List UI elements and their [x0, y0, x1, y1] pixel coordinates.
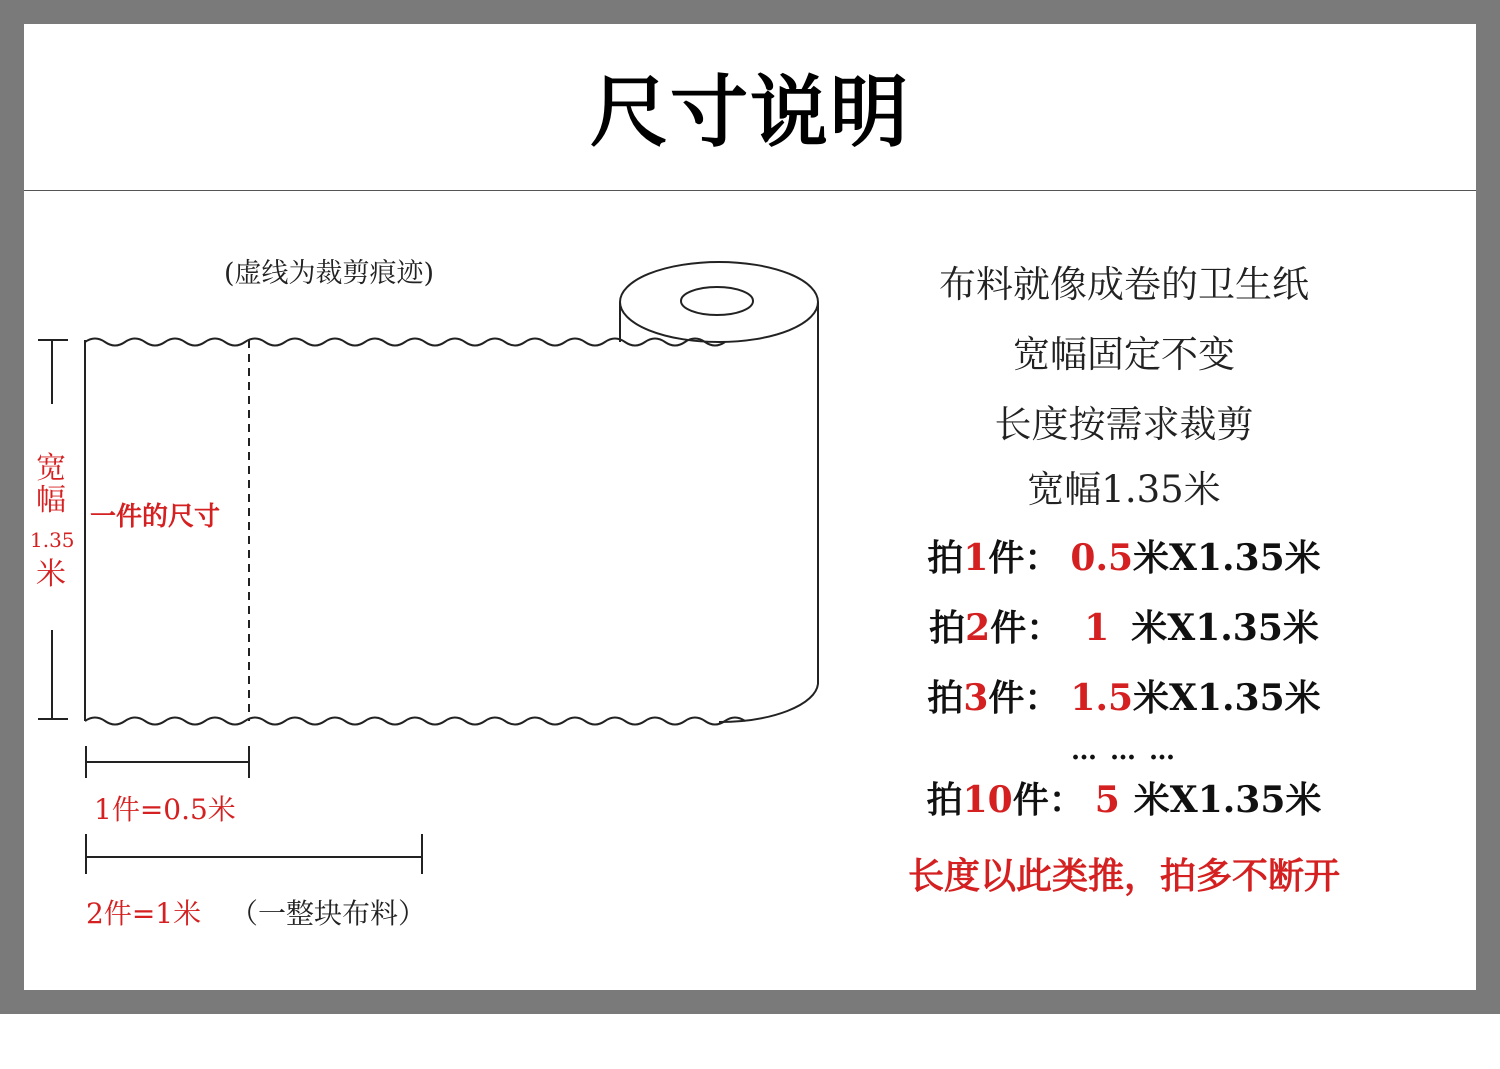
measure-two-pieces-note: （一整块布料）: [230, 897, 427, 930]
pricing-suffix: 件：: [1012, 779, 1085, 821]
pricing-qty: 10: [962, 779, 1013, 821]
pricing-rest: 米X1.35米: [1133, 779, 1322, 821]
pricing-prefix: 拍: [929, 607, 966, 649]
width-label-unit: 米: [36, 557, 66, 592]
pricing-prefix: 拍: [927, 677, 964, 719]
info-line-3: 长度按需求裁剪: [994, 403, 1254, 446]
pricing-rest: 米X1.35米: [1133, 677, 1321, 719]
piece-size-label: 一件的尺寸: [90, 502, 221, 532]
pricing-length: 0.5: [1070, 537, 1134, 579]
pricing-length: 1.5: [1070, 677, 1134, 719]
pricing-length: 1: [1084, 607, 1110, 649]
measure-one-piece: 1件=0.5米: [94, 793, 236, 826]
pricing-prefix: 拍: [927, 537, 964, 579]
info-line-1: 布料就像成卷的卫生纸: [939, 263, 1309, 306]
measure-two-pieces-value: 2件=1米: [86, 897, 202, 930]
pricing-prefix: 拍: [926, 779, 963, 821]
width-label-char-2: 幅: [36, 483, 66, 518]
pricing-suffix: 件：: [990, 607, 1063, 649]
pricing-qty: 3: [963, 677, 989, 719]
width-label-char-1: 宽: [36, 451, 66, 486]
pricing-row: [864, 537, 1384, 579]
info-line-2: 宽幅固定不变: [1013, 333, 1235, 376]
pricing-row-last: [864, 779, 1384, 821]
pricing-row: [864, 607, 1384, 649]
cut-line-note: (虚线为裁剪痕迹): [224, 258, 435, 289]
measure-two-pieces: [86, 892, 426, 932]
length-dimension-2: [86, 834, 422, 874]
pricing-suffix: 件：: [988, 677, 1061, 719]
pricing-row: [864, 677, 1384, 719]
page-title: 尺寸说明: [589, 68, 910, 158]
pricing-rest: 米X1.35米: [1133, 537, 1321, 579]
pricing-qty: 2: [965, 607, 991, 649]
width-label-value: 1.35: [30, 528, 75, 552]
pricing-rest: 米X1.35米: [1131, 607, 1319, 649]
roll-cylinder: [620, 262, 818, 722]
length-dimension-1: [86, 746, 249, 778]
pricing-length: 5: [1094, 779, 1120, 821]
content-panel: [24, 24, 1476, 990]
info-line-4: 宽幅1.35米: [1027, 468, 1221, 511]
pricing-ellipsis: … … …: [1070, 736, 1178, 766]
pricing-suffix: 件：: [988, 537, 1061, 579]
pricing-qty: 1: [963, 537, 989, 579]
footer-note: 长度以此类推，拍多不断开: [907, 856, 1340, 897]
